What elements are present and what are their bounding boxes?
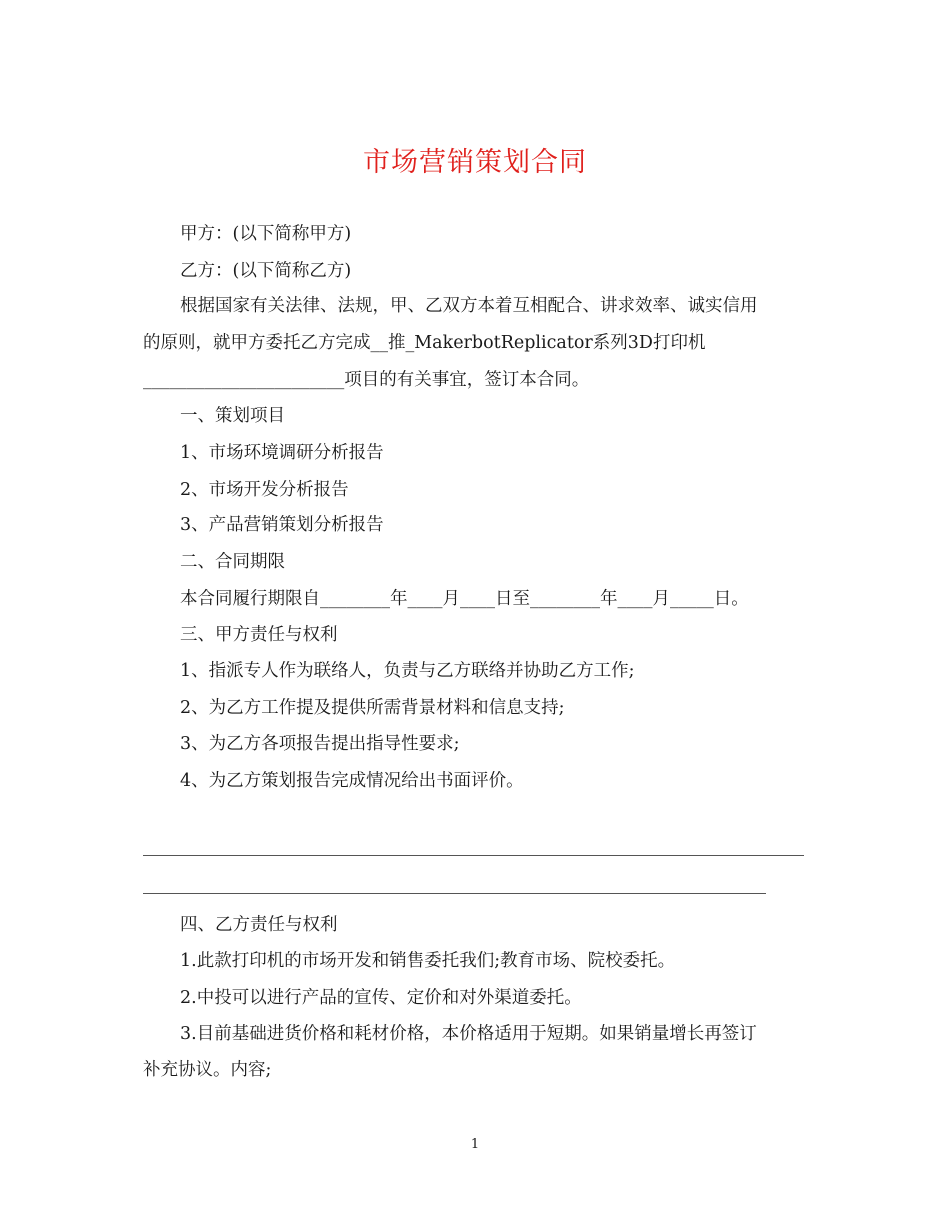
section-2-heading: 二、合同期限 bbox=[180, 552, 285, 572]
section-4-item: 2.中投可以进行产品的宣传、定价和对外渠道委托。 bbox=[180, 988, 582, 1008]
blank-fill-line bbox=[143, 855, 804, 856]
page-number: 1 bbox=[470, 1137, 480, 1152]
intro-paragraph-line-3: _______________________项目的有关事宜，签订本合同。 bbox=[143, 370, 590, 390]
section-4-item-continuation: 补充协议。内容; bbox=[143, 1060, 272, 1080]
section-3-item: 2、为乙方工作提及提供所需背景材料和信息支持; bbox=[180, 698, 565, 718]
blank-fill-line bbox=[143, 893, 766, 894]
intro-paragraph-line-1: 根据国家有关法律、法规，甲、乙双方本着互相配合、讲求效率、诚实信用 bbox=[180, 296, 758, 316]
section-1-heading: 一、策划项目 bbox=[180, 406, 285, 426]
section-4-item: 1.此款打印机的市场开发和销售委托我们;教育市场、院校委托。 bbox=[180, 951, 676, 971]
section-1-item: 3、产品营销策划分析报告 bbox=[180, 515, 384, 535]
party-a-line: 甲方：(以下简称甲方) bbox=[180, 224, 352, 244]
section-1-item: 1、市场环境调研分析报告 bbox=[180, 443, 384, 463]
contract-period-line: 本合同履行期限自________年____月____日至________年____月_____日。 bbox=[180, 589, 749, 609]
section-3-item: 4、为乙方策划报告完成情况给出书面评价。 bbox=[180, 771, 524, 791]
section-4-item: 3.目前基础进货价格和耗材价格，本价格适用于短期。如果销量增长再签订 bbox=[180, 1024, 757, 1044]
document-title: 市场营销策划合同 bbox=[363, 147, 587, 178]
section-3-heading: 三、甲方责任与权利 bbox=[180, 625, 338, 645]
party-b-line: 乙方：(以下简称乙方) bbox=[180, 261, 352, 281]
section-3-item: 1、指派专人作为联络人，负责与乙方联络并协助乙方工作; bbox=[180, 661, 635, 681]
section-4-heading: 四、乙方责任与权利 bbox=[180, 915, 338, 935]
intro-paragraph-line-2: 的原则，就甲方委托乙方完成__推_MakerbotReplicator系列3D打印机 bbox=[143, 333, 706, 353]
section-1-item: 2、市场开发分析报告 bbox=[180, 480, 349, 500]
section-3-item: 3、为乙方各项报告提出指导性要求; bbox=[180, 734, 460, 754]
